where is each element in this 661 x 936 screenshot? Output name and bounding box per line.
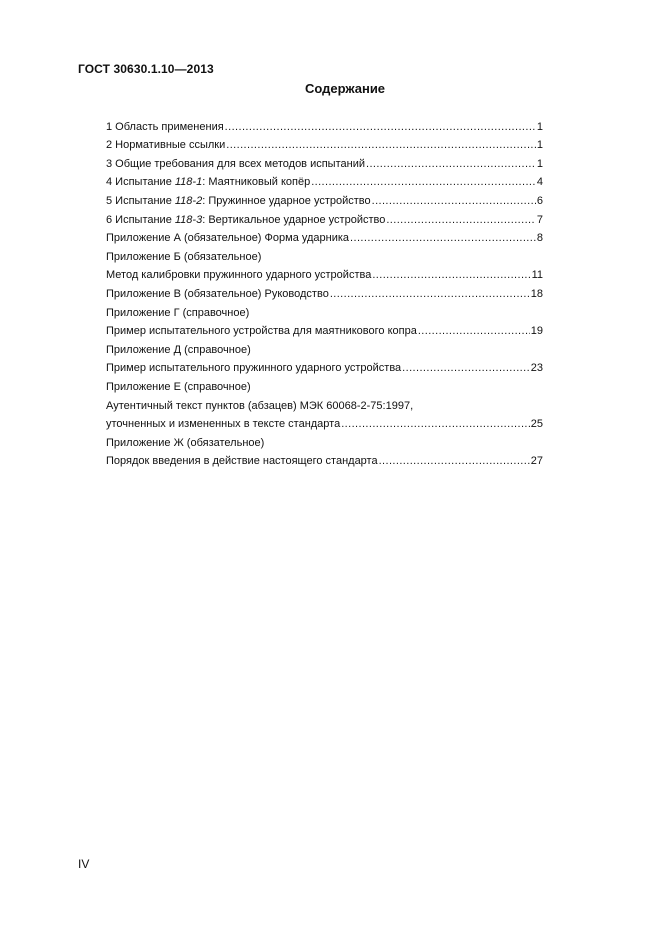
- toc-entry-label: уточненных и измененных в тексте стандарта: [106, 418, 341, 431]
- toc-entry-label: Пример испытательного пружинного ударного устройства: [106, 362, 402, 375]
- toc-entry-label: 3 Общие требования для всех методов испытаний: [106, 157, 365, 170]
- toc-entry-label: Аутентичный текст пунктов (абзацев) МЭК 60068-2-75:1997,: [106, 399, 414, 412]
- toc-entry-label: Приложение Г (справочное): [106, 306, 250, 319]
- toc-entry: [106, 134, 543, 153]
- toc-page-number: 6: [536, 194, 543, 207]
- dot-leader: [366, 158, 536, 171]
- toc-page-number: 4: [536, 176, 543, 189]
- toc-heading: [106, 375, 543, 394]
- toc-entry-label: Приложение В (обязательное) Руководство: [106, 287, 329, 300]
- dot-leader: [341, 418, 530, 431]
- toc-entry-label: Метод калибровки пружинного ударного устройства: [106, 269, 372, 282]
- toc-entry: [106, 115, 543, 134]
- toc-entry-label: Приложение Е (справочное): [106, 380, 251, 393]
- toc-entry-label: Приложение Б (обязательное): [106, 250, 262, 263]
- toc-page-number: 19: [530, 325, 543, 338]
- toc-heading: [106, 301, 543, 320]
- toc-page-number: 25: [530, 418, 543, 431]
- toc-entry: [106, 413, 543, 432]
- dot-leader: [311, 176, 536, 189]
- toc-page-number: 18: [530, 287, 543, 300]
- toc-heading: [106, 431, 543, 450]
- toc-entry-label: 5 Испытание 118-2: Пружинное ударное устройство: [106, 194, 371, 207]
- page-number: IV: [78, 857, 90, 871]
- toc-entry-label: 4 Испытание 118-1: Маятниковый копёр: [106, 176, 311, 189]
- toc-page-number: 8: [536, 232, 543, 245]
- page-title: Содержание: [304, 81, 386, 96]
- toc-entry-label: 2 Нормативные ссылки: [106, 139, 226, 152]
- toc-entry: [106, 152, 543, 171]
- toc-page-number: 23: [530, 362, 543, 375]
- toc-page-number: 1: [536, 120, 543, 133]
- toc-heading: [106, 245, 543, 264]
- toc-entry-label: Приложение А (обязательное) Форма ударника: [106, 232, 350, 245]
- dot-leader: [330, 288, 530, 301]
- toc-entry-label: 1 Область применения: [106, 120, 224, 133]
- toc-page-number: 1: [536, 139, 543, 152]
- dot-leader: [350, 232, 536, 245]
- table-of-contents: [106, 115, 543, 468]
- dot-leader: [386, 214, 536, 227]
- document-header: ГОСТ 30630.1.10—2013: [78, 62, 214, 76]
- toc-page-number: 7: [536, 213, 543, 226]
- toc-page-number: 1: [536, 157, 543, 170]
- toc-entry: [106, 357, 543, 376]
- dot-leader: [226, 139, 536, 152]
- toc-heading: [106, 394, 543, 413]
- toc-entry: [106, 227, 543, 246]
- toc-page-number: 11: [531, 269, 543, 282]
- toc-entry-label: Приложение Д (справочное): [106, 343, 251, 356]
- dot-leader: [418, 325, 530, 338]
- dot-leader: [372, 195, 536, 208]
- toc-heading: [106, 338, 543, 357]
- toc-entry: [106, 208, 543, 227]
- toc-entry: [106, 282, 543, 301]
- toc-entry-label: Порядок введения в действие настоящего стандарта: [106, 455, 378, 468]
- toc-entry-label: Пример испытательного устройства для маятникового копра: [106, 325, 417, 338]
- toc-entry: [106, 264, 543, 283]
- toc-page-number: 27: [530, 455, 543, 468]
- dot-leader: [372, 269, 530, 282]
- toc-entry-label: Приложение Ж (обязательное): [106, 436, 265, 449]
- dot-leader: [379, 455, 530, 468]
- dot-leader: [402, 362, 530, 375]
- toc-entry: [106, 189, 543, 208]
- dot-leader: [225, 121, 536, 134]
- toc-entry: [106, 171, 543, 190]
- toc-entry: [106, 320, 543, 339]
- toc-entry-label: 6 Испытание 118-3: Вертикальное ударное устройство: [106, 213, 386, 226]
- toc-entry: [106, 450, 543, 469]
